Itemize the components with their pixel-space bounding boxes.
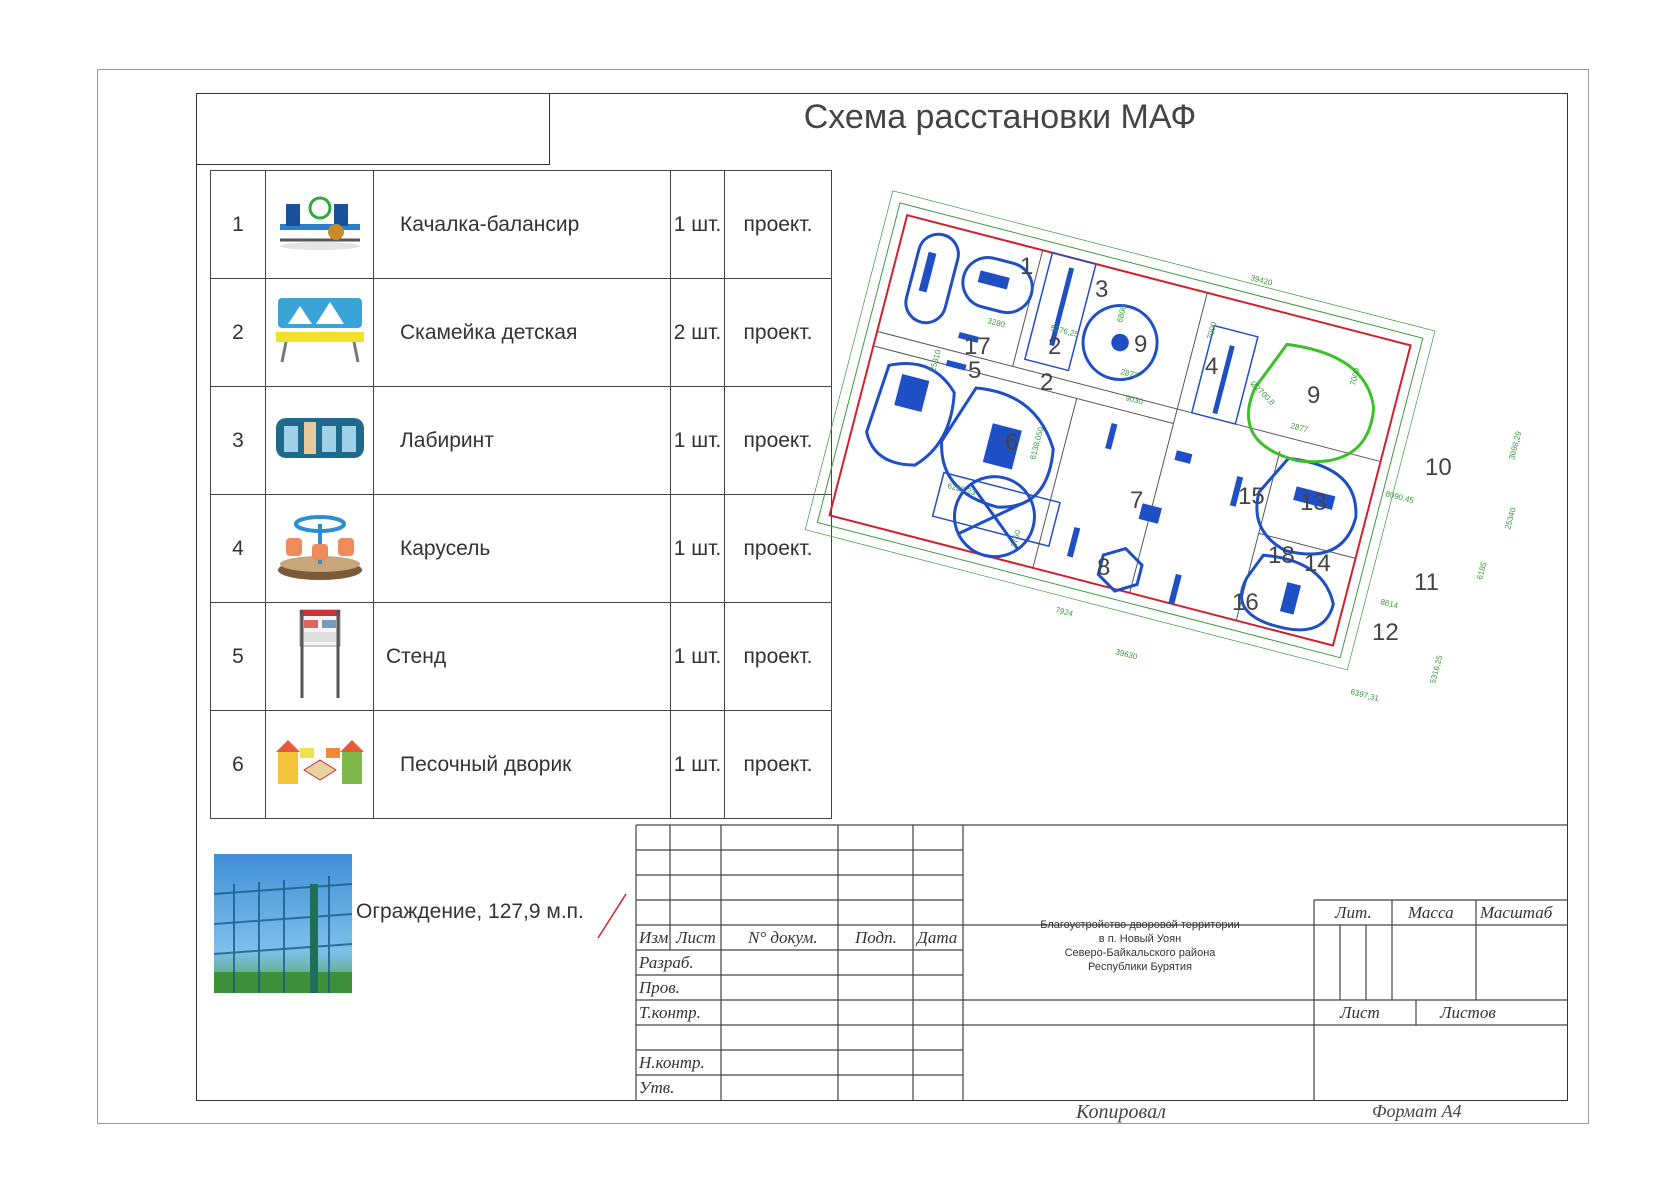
item-number: 4 [211, 495, 266, 603]
svg-text:2877: 2877 [1119, 367, 1139, 381]
plan-label: 10 [1425, 454, 1452, 481]
svg-text:8614: 8614 [1379, 597, 1399, 611]
stamp-col-data: Дата [917, 928, 958, 947]
site-plan [805, 191, 1435, 670]
footer-kopiroval: Копировал [1076, 1101, 1166, 1123]
svg-text:7000: 7000 [1205, 320, 1219, 341]
svg-text:7000: 7000 [1348, 366, 1362, 387]
description-line: Республики Бурятия [1088, 961, 1192, 973]
description-line: Благоустройство дворовой территории [1040, 919, 1240, 931]
svg-text:5316,25: 5316,25 [1428, 654, 1445, 685]
item-name: Песочный дворик [374, 711, 671, 819]
item-name: Скамейка детская [374, 279, 671, 387]
description-line: в п. Новый Уоян [1098, 933, 1182, 945]
stamp-row-utv: Утв. [639, 1078, 675, 1097]
svg-text:2877: 2877 [1289, 421, 1309, 435]
stamp-col-izm: Изм [639, 928, 669, 947]
item-number: 1 [211, 171, 266, 279]
stamp-col-podp: Подп. [855, 928, 897, 947]
plan-label: 2 [1040, 369, 1054, 396]
svg-text:Ø2700,8: Ø2700,8 [1248, 379, 1277, 408]
plan-label: 17 [964, 333, 991, 360]
plan-label: 13 [1300, 489, 1327, 516]
plan-label: 9 [1307, 382, 1321, 409]
item-qty: 2 шт. [671, 279, 725, 387]
footer-format: Формат А4 [1372, 1101, 1462, 1121]
page-title: Схема расстановки МАФ [803, 98, 1197, 136]
stamp-list: Лист [1340, 1003, 1380, 1022]
plan-label: 14 [1304, 550, 1331, 577]
plan-label: 16 [1232, 589, 1259, 616]
stamp-masshtab: Масштаб [1480, 903, 1553, 922]
item-number: 3 [211, 387, 266, 495]
stamp-col-list: Лист [676, 928, 716, 947]
item-number: 2 [211, 279, 266, 387]
stamp-row-tkontr: Т.контр. [639, 1003, 701, 1022]
plan-label: 9 [1134, 331, 1148, 358]
plan-label: 6 [1005, 429, 1019, 456]
item-name: Качалка-балансир [374, 171, 671, 279]
plan-label: 12 [1372, 619, 1399, 646]
item-qty: 1 шт. [671, 711, 725, 819]
svg-text:25310: 25310 [928, 348, 943, 373]
item-qty: 1 шт. [671, 495, 725, 603]
project-description [1000, 918, 1280, 974]
stamp-massa: Масса [1408, 903, 1454, 922]
stamp-listov: Листов [1440, 1003, 1496, 1022]
item-status: проект. [725, 279, 832, 387]
plan-label: 5 [968, 357, 982, 384]
item-qty: 1 шт. [671, 603, 725, 711]
svg-text:5276,25: 5276,25 [1049, 323, 1080, 340]
plan-label: 15 [1238, 483, 1265, 510]
stamp-lit: Лит. [1335, 903, 1372, 922]
svg-text:39630: 39630 [1114, 647, 1139, 662]
svg-text:39420: 39420 [1249, 273, 1274, 288]
item-status: проект. [725, 387, 832, 495]
plan-label: 1 [1020, 253, 1034, 280]
item-status: проект. [725, 171, 832, 279]
stamp-col-dok: N° докум. [748, 928, 818, 947]
svg-text:6397,31: 6397,31 [1349, 687, 1380, 704]
stamp-row-prov: Пров. [639, 978, 680, 997]
svg-text:3098,29: 3098,29 [1507, 430, 1524, 461]
item-qty: 1 шт. [671, 171, 725, 279]
item-status: проект. [725, 603, 832, 711]
svg-text:7924: 7924 [1054, 605, 1074, 619]
description-line: Северо-Байкальского района [1064, 947, 1216, 959]
svg-text:6256,23: 6256,23 [946, 481, 977, 498]
item-number: 5 [211, 603, 266, 711]
item-status: проект. [725, 495, 832, 603]
svg-text:8090,45: 8090,45 [1384, 489, 1415, 506]
plan-label: 18 [1268, 542, 1295, 569]
item-status: проект. [725, 711, 832, 819]
plan-label: 11 [1414, 569, 1439, 596]
item-name: Карусель [374, 495, 671, 603]
plan-label: 4 [1205, 353, 1219, 380]
svg-text:25340: 25340 [1503, 506, 1518, 531]
item-number: 6 [211, 711, 266, 819]
svg-text:3280: 3280 [986, 316, 1006, 330]
stamp-row-razrab: Разраб. [639, 953, 694, 972]
plan-label: 3 [1095, 276, 1109, 303]
item-qty: 1 шт. [671, 387, 725, 495]
plan-label: 8 [1097, 554, 1111, 581]
svg-text:6800: 6800 [1115, 303, 1129, 324]
svg-text:2750: 2750 [1009, 528, 1023, 549]
svg-text:6185: 6185 [1475, 560, 1489, 581]
plan-label: 2 [1048, 333, 1062, 360]
item-name: Стенд [374, 603, 671, 711]
plan-label: 7 [1130, 487, 1144, 514]
fence-label: Ограждение, 127,9 м.п. [356, 900, 584, 923]
item-name: Лабиринт [374, 387, 671, 495]
stamp-row-nkontr: Н.контр. [639, 1053, 705, 1072]
svg-text:6138,050: 6138,050 [1028, 425, 1046, 461]
svg-text:9030: 9030 [1124, 393, 1144, 407]
